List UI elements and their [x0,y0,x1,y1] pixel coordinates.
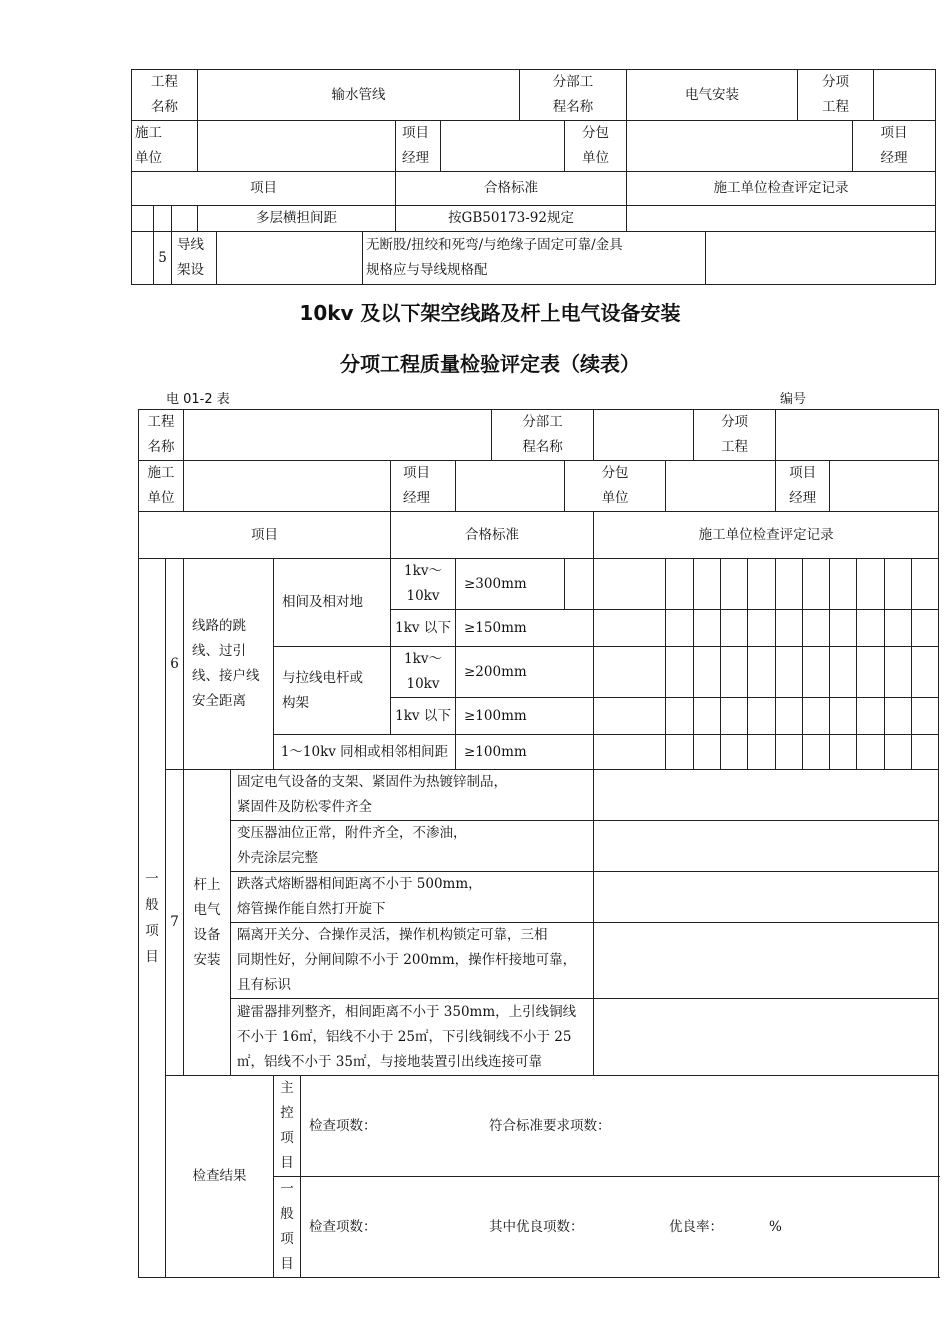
subcontract-value [627,121,853,172]
record-cell[interactable] [885,610,912,647]
pm-label: 项目 经理 [391,461,456,512]
item6-range: 1kv～10kv [391,647,456,698]
record-cell[interactable] [857,559,885,610]
sub-item-value [776,410,939,461]
record-cell[interactable] [694,559,721,610]
record-cell[interactable] [776,610,803,647]
general-good-count: 其中优良项数： [489,1218,584,1235]
record-cell[interactable] [857,698,885,735]
blank-cell [172,206,198,232]
item7-spec: 变压器油位正常，附件齐全，不渗油， 外壳涂层完整 [231,821,594,872]
blank-cell [132,206,154,232]
builder-label: 施工 单位 [139,461,184,512]
category-label: 导线 架设 [172,232,217,284]
main-check-count: 检查项数： [309,1117,377,1134]
record-cell[interactable] [594,559,666,610]
item6-sub-phase: 相间及相对地 [274,559,391,647]
table-previous-page [131,69,936,285]
builder-label: 施工 单位 [132,121,198,172]
builder-value [184,461,391,512]
sub-part-value [594,410,694,461]
item7-record[interactable] [594,999,939,1076]
percent-sign: % [769,1218,782,1235]
project-name-label: 工程 名称 [139,410,184,461]
pm2-value [830,461,939,512]
row-record [706,232,936,285]
item7-record[interactable] [594,770,939,821]
record-cell[interactable] [776,698,803,735]
record-cell[interactable] [594,610,666,647]
sub-item-value [874,70,936,121]
row-number: 5 [154,232,172,285]
item6-value: ≥150mm [456,610,594,647]
row-category [172,232,363,285]
page-title-line1: 10kv 及以下架空线路及杆上电气设备安装 [299,301,681,325]
item7-spec: 隔离开关分、合操作灵活，操作机构锁定可靠，三相 同期性好，分闸间隙不小于 200mm，操作杆接地可靠， 且有标识 [231,923,594,999]
record-cell[interactable] [803,559,830,610]
form-code: 电 01-2 表 [166,392,230,407]
page-title-line2: 分项工程质量检验评定表（续表） [340,352,640,376]
record-cell[interactable] [803,647,830,698]
record-cell[interactable] [721,559,748,610]
item7-spec: 避雷器排列整齐，相间距离不小于 350mm，上引线铜线 不小于 16㎡，铝线不小于 25㎡，下引线铜线不小于 25 ㎡，铝线不小于 35㎡，与接地装置引出线连接可靠 [231,999,594,1076]
record-cell[interactable] [803,610,830,647]
row-item: 多层横担间距 [198,206,396,232]
pm-label: 项目 经理 [396,121,441,172]
record-cell[interactable] [830,698,857,735]
record-cell[interactable] [776,735,803,770]
item7-record[interactable] [594,923,939,999]
project-name-value [184,410,492,461]
sub-part-value: 电气安装 [627,70,798,121]
item7-record[interactable] [594,821,939,872]
subcontract-label: 分包 单位 [565,121,627,172]
record-cell[interactable] [748,610,776,647]
item6-range: 1kv～10kv [391,559,456,610]
item6-number: 6 [166,559,184,770]
row-standard: 按GB50173-92规定 [396,206,627,232]
general-items-label: 一 般 项 目 [139,559,166,1278]
record-cell[interactable] [857,610,885,647]
record-cell[interactable] [666,559,694,610]
pm2-label: 项目 经理 [853,121,936,172]
record-cell[interactable] [776,647,803,698]
record-cell[interactable] [885,735,912,770]
general-good-rate: 优良率： [669,1218,723,1235]
main-table [138,409,939,1278]
general-label: 一般 项目 [274,1177,301,1278]
record-cell[interactable] [594,647,666,698]
record-cell[interactable] [666,647,694,698]
item7-spec: 固定电气设备的支架、紧固件为热镀锌制品， 紧固件及防松零件齐全 [231,770,594,821]
record-cell[interactable] [830,559,857,610]
item6-value: ≥100mm [456,698,594,735]
item6-value: ≥100mm [456,735,594,770]
record-cell[interactable] [694,698,721,735]
sub-part-label: 分部工 程名称 [492,410,594,461]
category-spacer [217,232,362,284]
builder-value [198,121,396,172]
subcontract-label: 分包 单位 [565,461,666,512]
record-cell[interactable] [666,698,694,735]
record-cell[interactable] [694,735,721,770]
record-cell[interactable] [912,735,939,770]
item6-value: ≥300mm [456,559,565,610]
record-cell[interactable] [885,559,912,610]
item6-spacer [565,559,594,610]
subcontract-value [666,461,776,512]
number-label: 编号 [780,392,807,407]
record-cell[interactable] [830,610,857,647]
main-meets-count: 符合标准要求项数： [489,1117,611,1134]
record-cell[interactable] [721,735,748,770]
record-cell[interactable] [748,647,776,698]
record-cell[interactable] [912,647,939,698]
record-cell[interactable] [666,610,694,647]
sub-item-label: 分项 工程 [694,410,776,461]
check-result-label: 检查结果 [166,1076,274,1278]
project-name-value: 输水管线 [198,70,520,121]
item6-range: 1kv 以下 [391,610,456,647]
header-record: 施工单位检查评定记录 [594,512,939,559]
record-cell[interactable] [885,647,912,698]
header-record: 施工单位检查评定记录 [627,172,936,206]
record-cell[interactable] [748,559,776,610]
header-standard: 合格标准 [396,172,627,206]
record-cell[interactable] [776,559,803,610]
item6-sub-pole: 与拉线电杆或 构架 [274,647,391,735]
item6-category: 线路的跳 线、过引 线、接户线 安全距离 [184,559,274,770]
record-cell[interactable] [594,735,666,770]
record-cell[interactable] [830,735,857,770]
record-cell[interactable] [694,610,721,647]
main-control-row [301,1076,939,1177]
record-cell[interactable] [721,647,748,698]
row-record [627,206,936,232]
general-check-count: 检查项数： [309,1218,377,1235]
header-item: 项目 [139,512,391,559]
blank-cell [132,232,154,285]
record-cell[interactable] [721,610,748,647]
record-cell[interactable] [803,735,830,770]
item6-desc: 1～10kv 同相或相邻相间距 [274,735,456,770]
item7-spec: 跌落式熔断器相间距离不小于 500mm， 熔管操作能自然打开旋下 [231,872,594,923]
main-control-label: 主控 项目 [274,1076,301,1177]
record-cell[interactable] [594,698,666,735]
record-cell[interactable] [721,698,748,735]
header-standard: 合格标准 [391,512,594,559]
record-cell[interactable] [748,735,776,770]
pm2-label: 项目 经理 [776,461,830,512]
item7-category: 杆上 电气 设备 安装 [184,770,231,1076]
item6-range: 1kv 以下 [391,698,456,735]
record-cell[interactable] [694,647,721,698]
item6-value: ≥200mm [456,647,594,698]
record-cell[interactable] [912,610,939,647]
header-item: 项目 [132,172,396,206]
item7-number: 7 [166,770,184,1076]
row-text: 无断股/扭绞和死弯/与绝缘子固定可靠/金具 规格应与导线规格配 [363,232,706,285]
pm-value [456,461,565,512]
project-name-label: 工程 名称 [132,70,198,121]
item7-record[interactable] [594,872,939,923]
record-cell[interactable] [748,698,776,735]
sub-part-label: 分部工 程名称 [520,70,627,121]
record-cell[interactable] [666,735,694,770]
record-cell[interactable] [912,698,939,735]
record-cell[interactable] [857,647,885,698]
record-cell[interactable] [885,698,912,735]
record-cell[interactable] [857,735,885,770]
record-cell[interactable] [830,647,857,698]
sub-item-label: 分项 工程 [798,70,874,121]
record-cell[interactable] [912,559,939,610]
blank-cell [154,206,172,232]
pm-value [441,121,565,172]
record-cell[interactable] [803,698,830,735]
general-row [301,1177,939,1278]
